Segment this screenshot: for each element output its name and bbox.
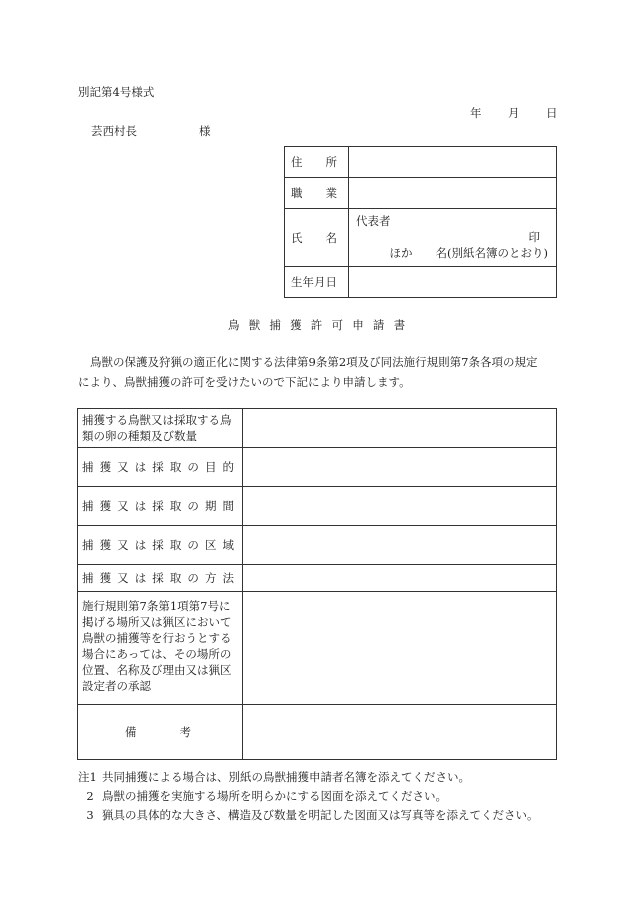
addressee-name: 芸西村長 (91, 124, 137, 138)
birthdate-label: 生年月日 (285, 267, 349, 298)
addressee-honorific: 様 (199, 124, 211, 138)
birthdate-field[interactable] (349, 267, 557, 298)
area-field[interactable] (243, 526, 557, 565)
body-line-1: 鳥獣の保護及狩猟の適正化に関する法律第9条第2項及び同法施行規則第7条各項の規定 (90, 355, 538, 369)
method-field[interactable] (243, 565, 557, 592)
rule7-label: 施行規則第7条第1項第7号に掲げる場所又は猟区において鳥獣の捕獲等を行おうとする場合にあっては、その場所の位置、名称及び理由又は猟区設定者の承認 (78, 592, 243, 705)
remarks-label: 備 考 (78, 705, 243, 760)
date-day: 日 (546, 106, 558, 120)
body-line-2: により、鳥獣捕獲の許可を受けたいので下記により申請します。 (78, 375, 411, 389)
date-year: 年 (470, 106, 482, 120)
name-label: 氏 名 (285, 209, 349, 267)
application-items-table (77, 408, 557, 760)
purpose-label: 捕 獲 又 は 採 取 の 目 的 (78, 448, 243, 487)
date-line (470, 105, 558, 121)
period-label: 捕 獲 又 は 採 取 の 期 間 (78, 487, 243, 526)
species-label: 捕獲する鳥獣又は採取する鳥類の卵の種類及び数量 (78, 409, 243, 448)
note-1: 注1 共同捕獲による場合は、別紙の鳥獣捕獲申請者名簿を添えてください。 (78, 770, 470, 784)
address-label: 住 所 (285, 147, 349, 178)
occupation-field[interactable] (349, 178, 557, 209)
purpose-field[interactable] (243, 448, 557, 487)
document-title: 鳥獣捕獲許可申請書 (228, 318, 415, 332)
applicant-table (284, 146, 557, 298)
occupation-label: 職 業 (285, 178, 349, 209)
method-label: 捕 獲 又 は 採 取 の 方 法 (78, 565, 243, 592)
period-field[interactable] (243, 487, 557, 526)
form-number-label: 別記第4号様式 (78, 85, 155, 99)
date-month: 月 (508, 106, 520, 120)
body-text (78, 352, 560, 392)
addressee (91, 123, 211, 139)
address-field[interactable] (349, 147, 557, 178)
note-3: 3 猟具の具体的な大きさ、構造及び数量を明記した図面又は写真等を添えてください。 (86, 808, 539, 822)
species-field[interactable] (243, 409, 557, 448)
rule7-field[interactable] (243, 592, 557, 705)
others-note: ほか 名(別紙名簿のとおり) (389, 246, 548, 260)
note-2: 2 鳥獣の捕獲を実施する場所を明らかにする図面を添えてください。 (86, 789, 447, 803)
representative-label: 代表者 (356, 214, 391, 228)
seal-mark: 印 (528, 230, 540, 244)
name-field[interactable] (349, 209, 557, 267)
notes (78, 768, 539, 825)
area-label: 捕 獲 又 は 採 取 の 区 域 (78, 526, 243, 565)
remarks-field[interactable] (243, 705, 557, 760)
